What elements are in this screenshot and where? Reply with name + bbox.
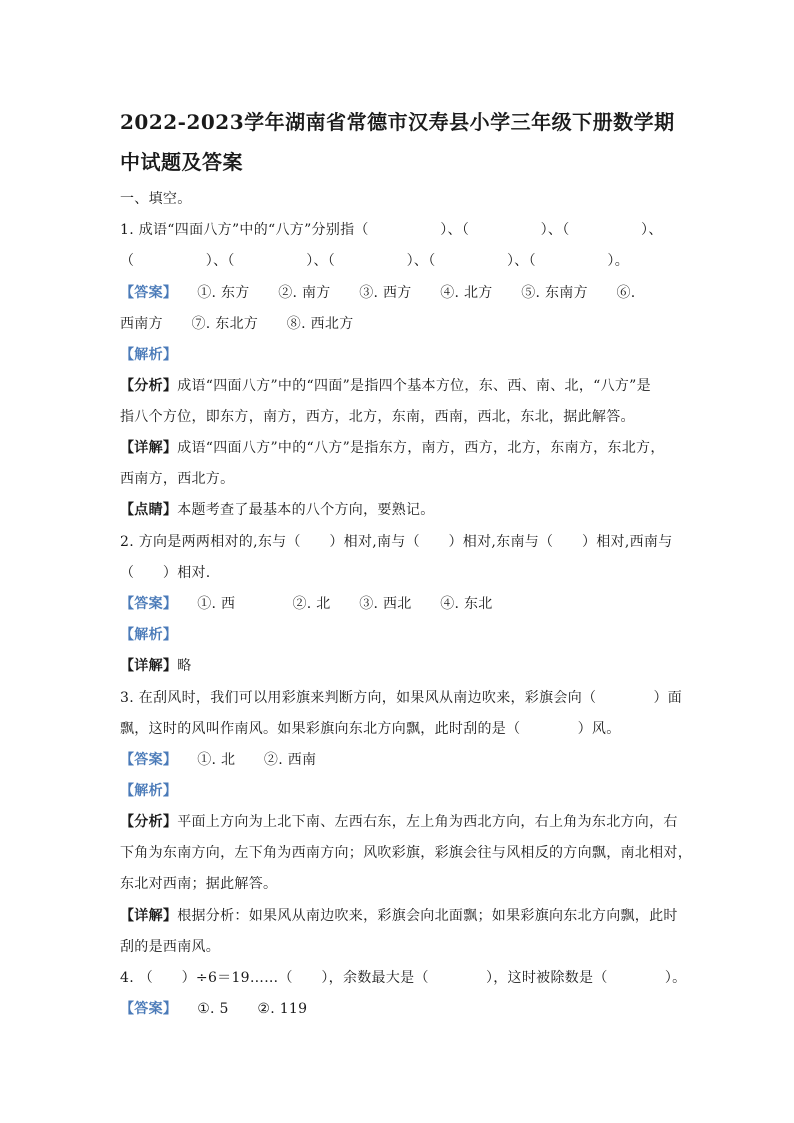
q2-xiangjie-row [120, 655, 680, 675]
q2-answer: ①. 西 ②. 北 ③. 西北 ④. 东北 [197, 596, 493, 612]
fenxi-label: 【分析】 [120, 378, 178, 394]
q1-analysis-label [120, 344, 680, 364]
xiangjie-label: 【详解】 [120, 440, 178, 456]
q3-answer-row [120, 749, 680, 769]
q1-fenxi-line2: 指八个方位，即东方，南方，西方，北方，东南，西南，西北，东北，据此解答。 [120, 409, 635, 425]
analysis-label: 【解析】 [120, 627, 178, 643]
q3-xiangjie-line2: 刮的是西南风。 [120, 939, 221, 955]
q1-fenxi-line1 [120, 375, 680, 395]
q1-dianjing-row [120, 499, 680, 519]
q1-xiangjie-text: 成语“四面八方”中的“八方”是指东方，南方，西方，北方，东南方，东北方， [177, 440, 665, 456]
answer-label: 【答案】 [120, 752, 178, 768]
document-title-line2: 中试题及答案 [120, 150, 243, 174]
q1-dianjing-text: 本题考查了最基本的八个方向，要熟记。 [177, 502, 435, 518]
q3-text-line1: 3. 在刮风时，我们可以用彩旗来判断方向，如果风从南边吹来，彩旗会向（ ）面 [120, 690, 683, 706]
q1-fenxi-text: 成语“四面八方”中的“四面”是指四个基本方位，东、西、南、北，“八方”是 [177, 378, 651, 394]
q3-fenxi-line3: 东北对西南；据此解答。 [120, 876, 278, 892]
answer-label: 【答案】 [120, 596, 178, 612]
q2-answer-row [120, 593, 680, 613]
dianjing-label: 【点睛】 [120, 502, 178, 518]
analysis-label: 【解析】 [120, 347, 178, 363]
q3-fenxi-line1 [120, 811, 680, 831]
answer-label: 【答案】 [120, 285, 178, 301]
q3-analysis-label [120, 780, 680, 800]
q4-answer-row [120, 998, 680, 1018]
q1-xiangjie-line1 [120, 437, 680, 457]
section-heading: 一、填空。 [120, 191, 192, 207]
xiangjie-label: 【详解】 [120, 908, 178, 924]
q2-analysis-label [120, 624, 680, 644]
q3-xiangjie-line1 [120, 905, 680, 925]
q2-text-line2: （ ）相对. [120, 565, 211, 581]
q4-text-line1: 4. （ ）÷6＝19……（ ），余数最大是（ ），这时被除数是（ ）。 [120, 970, 687, 986]
q1-answer-line2: 西南方 ⑦. 东北方 ⑧. 西北方 [120, 316, 354, 332]
q1-answer: ①. 东方 ②. 南方 ③. 西方 ④. 北方 ⑤. 东南方 ⑥. [197, 285, 636, 301]
q3-fenxi-text: 平面上方向为上北下南、左西右东，左上角为西北方向，右上角为东北方向，右 [177, 814, 678, 830]
q1-xiangjie-line2: 西南方，西北方。 [120, 471, 235, 487]
q1-answer-row [120, 282, 680, 302]
q1-text-line2: （ ）、（ ）、（ ）、（ ）、（ ）。 [120, 253, 629, 269]
q3-answer: ①. 北 ②. 西南 [197, 752, 317, 768]
document-title-line1: 2022-2023学年湖南省常德市汉寿县小学三年级下册数学期 [120, 110, 675, 134]
q3-text-line2: 飘，这时的风叫作南风。如果彩旗向东北方向飘，此时刮的是（ ）风。 [120, 721, 621, 737]
answer-label: 【答案】 [120, 1001, 178, 1017]
q3-xiangjie-text: 根据分析：如果风从南边吹来，彩旗会向北面飘；如果彩旗向东北方向飘，此时 [177, 908, 678, 924]
q2-xiangjie-text: 略 [177, 658, 192, 674]
analysis-label: 【解析】 [120, 783, 178, 799]
q3-fenxi-line2: 下角为东南方向，左下角为西南方向；风吹彩旗，彩旗会往与风相反的方向飘，南北相对， [120, 845, 692, 861]
xiangjie-label: 【详解】 [120, 658, 178, 674]
q2-text-line1: 2. 方向是两两相对的,东与（ ）相对,南与（ ）相对,东南与（ ）相对,西南与 [120, 534, 673, 550]
q4-answer: ①. 5 ②. 119 [197, 1001, 308, 1017]
fenxi-label: 【分析】 [120, 814, 178, 830]
q1-text-line1: 1. 成语“四面八方”中的“八方”分别指（ ）、（ ）、（ ）、 [120, 222, 663, 238]
